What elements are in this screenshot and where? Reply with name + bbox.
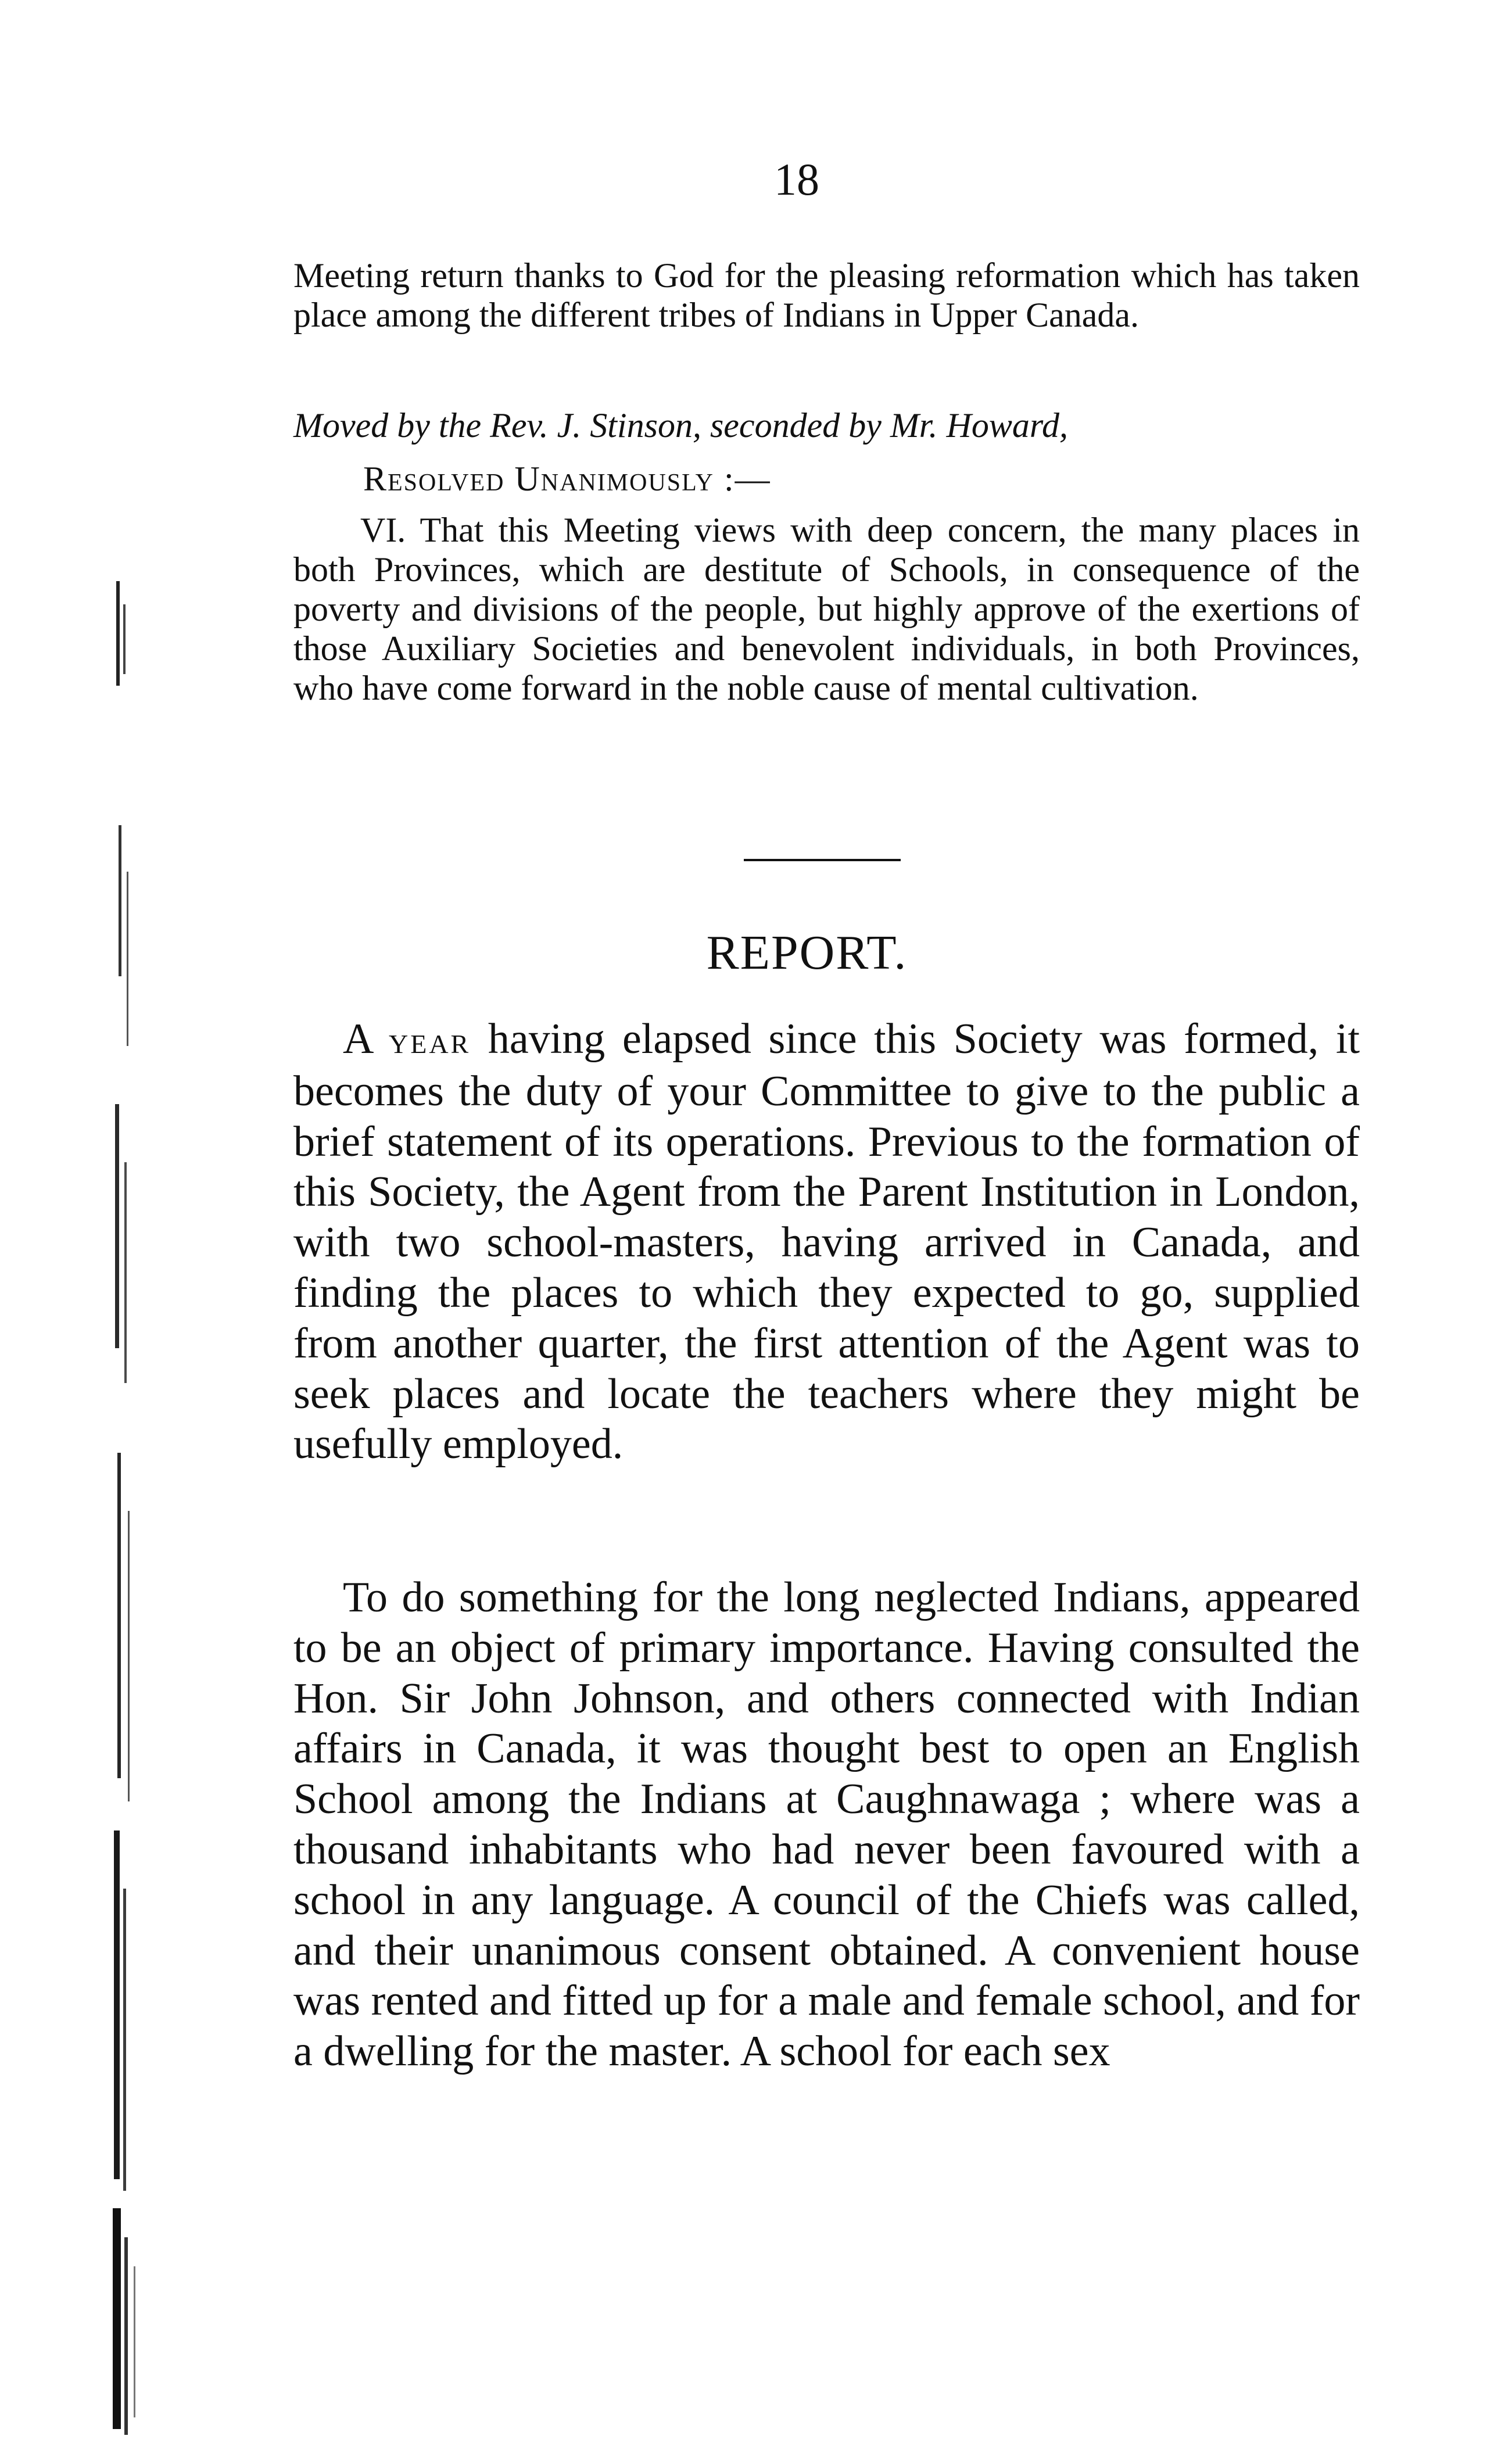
resolution-vi — [293, 510, 1360, 708]
resolution-vi-text: VI. That this Meeting views with deep concern, the many places in both Provinces, which are destitute of Schools, in consequence of the poverty and divisions of the people, but highly approve of the exertions of those Auxiliary Societies and benevolent individuals, in both Provinces, who have come forward in the noble cause of mental cultivation. — [293, 511, 1360, 707]
report-lead-word: year — [389, 1019, 471, 1062]
report-paragraph-2: To do something for the long neglected Indians, appeared to be an object of primary importance. Having consulted the Hon. Sir John Johnson, and others connected with Indian affairs in Canada, it was thought best to open an English School among the Indians at Caughnawaga ; where was a thousand inhabitants who had never been favoured with a school in any language. A council of the Chiefs was called, and their unanimous consent obtained. A convenient house was rented and fitted up for a male and female school, and for a dwelling for the master. A school for each sex — [293, 1574, 1360, 2076]
motion-line: Moved by the Rev. J. Stinson, seconded by Mr. Howard, — [293, 406, 1068, 445]
report-paragraph-1-text: having elapsed since this Society was formed, it becomes the duty of your Committee to give to the public a brief statement of its operations. Previous to the formation of this Society, the Agent from the Parent Institution in London, with two school-masters, having arrived in Canada, and finding the places to which they expected to go, supplied from another quarter, the first attention of the Agent was to seek places and locate the teachers where they might be usefully employed. — [293, 1015, 1360, 1468]
section-divider — [744, 859, 901, 861]
resolution-continued-text: Meeting return thanks to God for the pleasing reformation which has taken place among the different tribes of Indians in Upper Canada. — [293, 256, 1360, 334]
report-heading: REPORT. — [706, 926, 908, 980]
resolved-unanimously-label: Resolved Unanimously :— — [363, 460, 771, 498]
scan-binding-edge — [110, 581, 180, 2441]
report-paragraph-1 — [293, 1014, 1360, 1470]
page-number: 18 — [774, 154, 819, 205]
report-lead-letter: A — [343, 1015, 372, 1063]
